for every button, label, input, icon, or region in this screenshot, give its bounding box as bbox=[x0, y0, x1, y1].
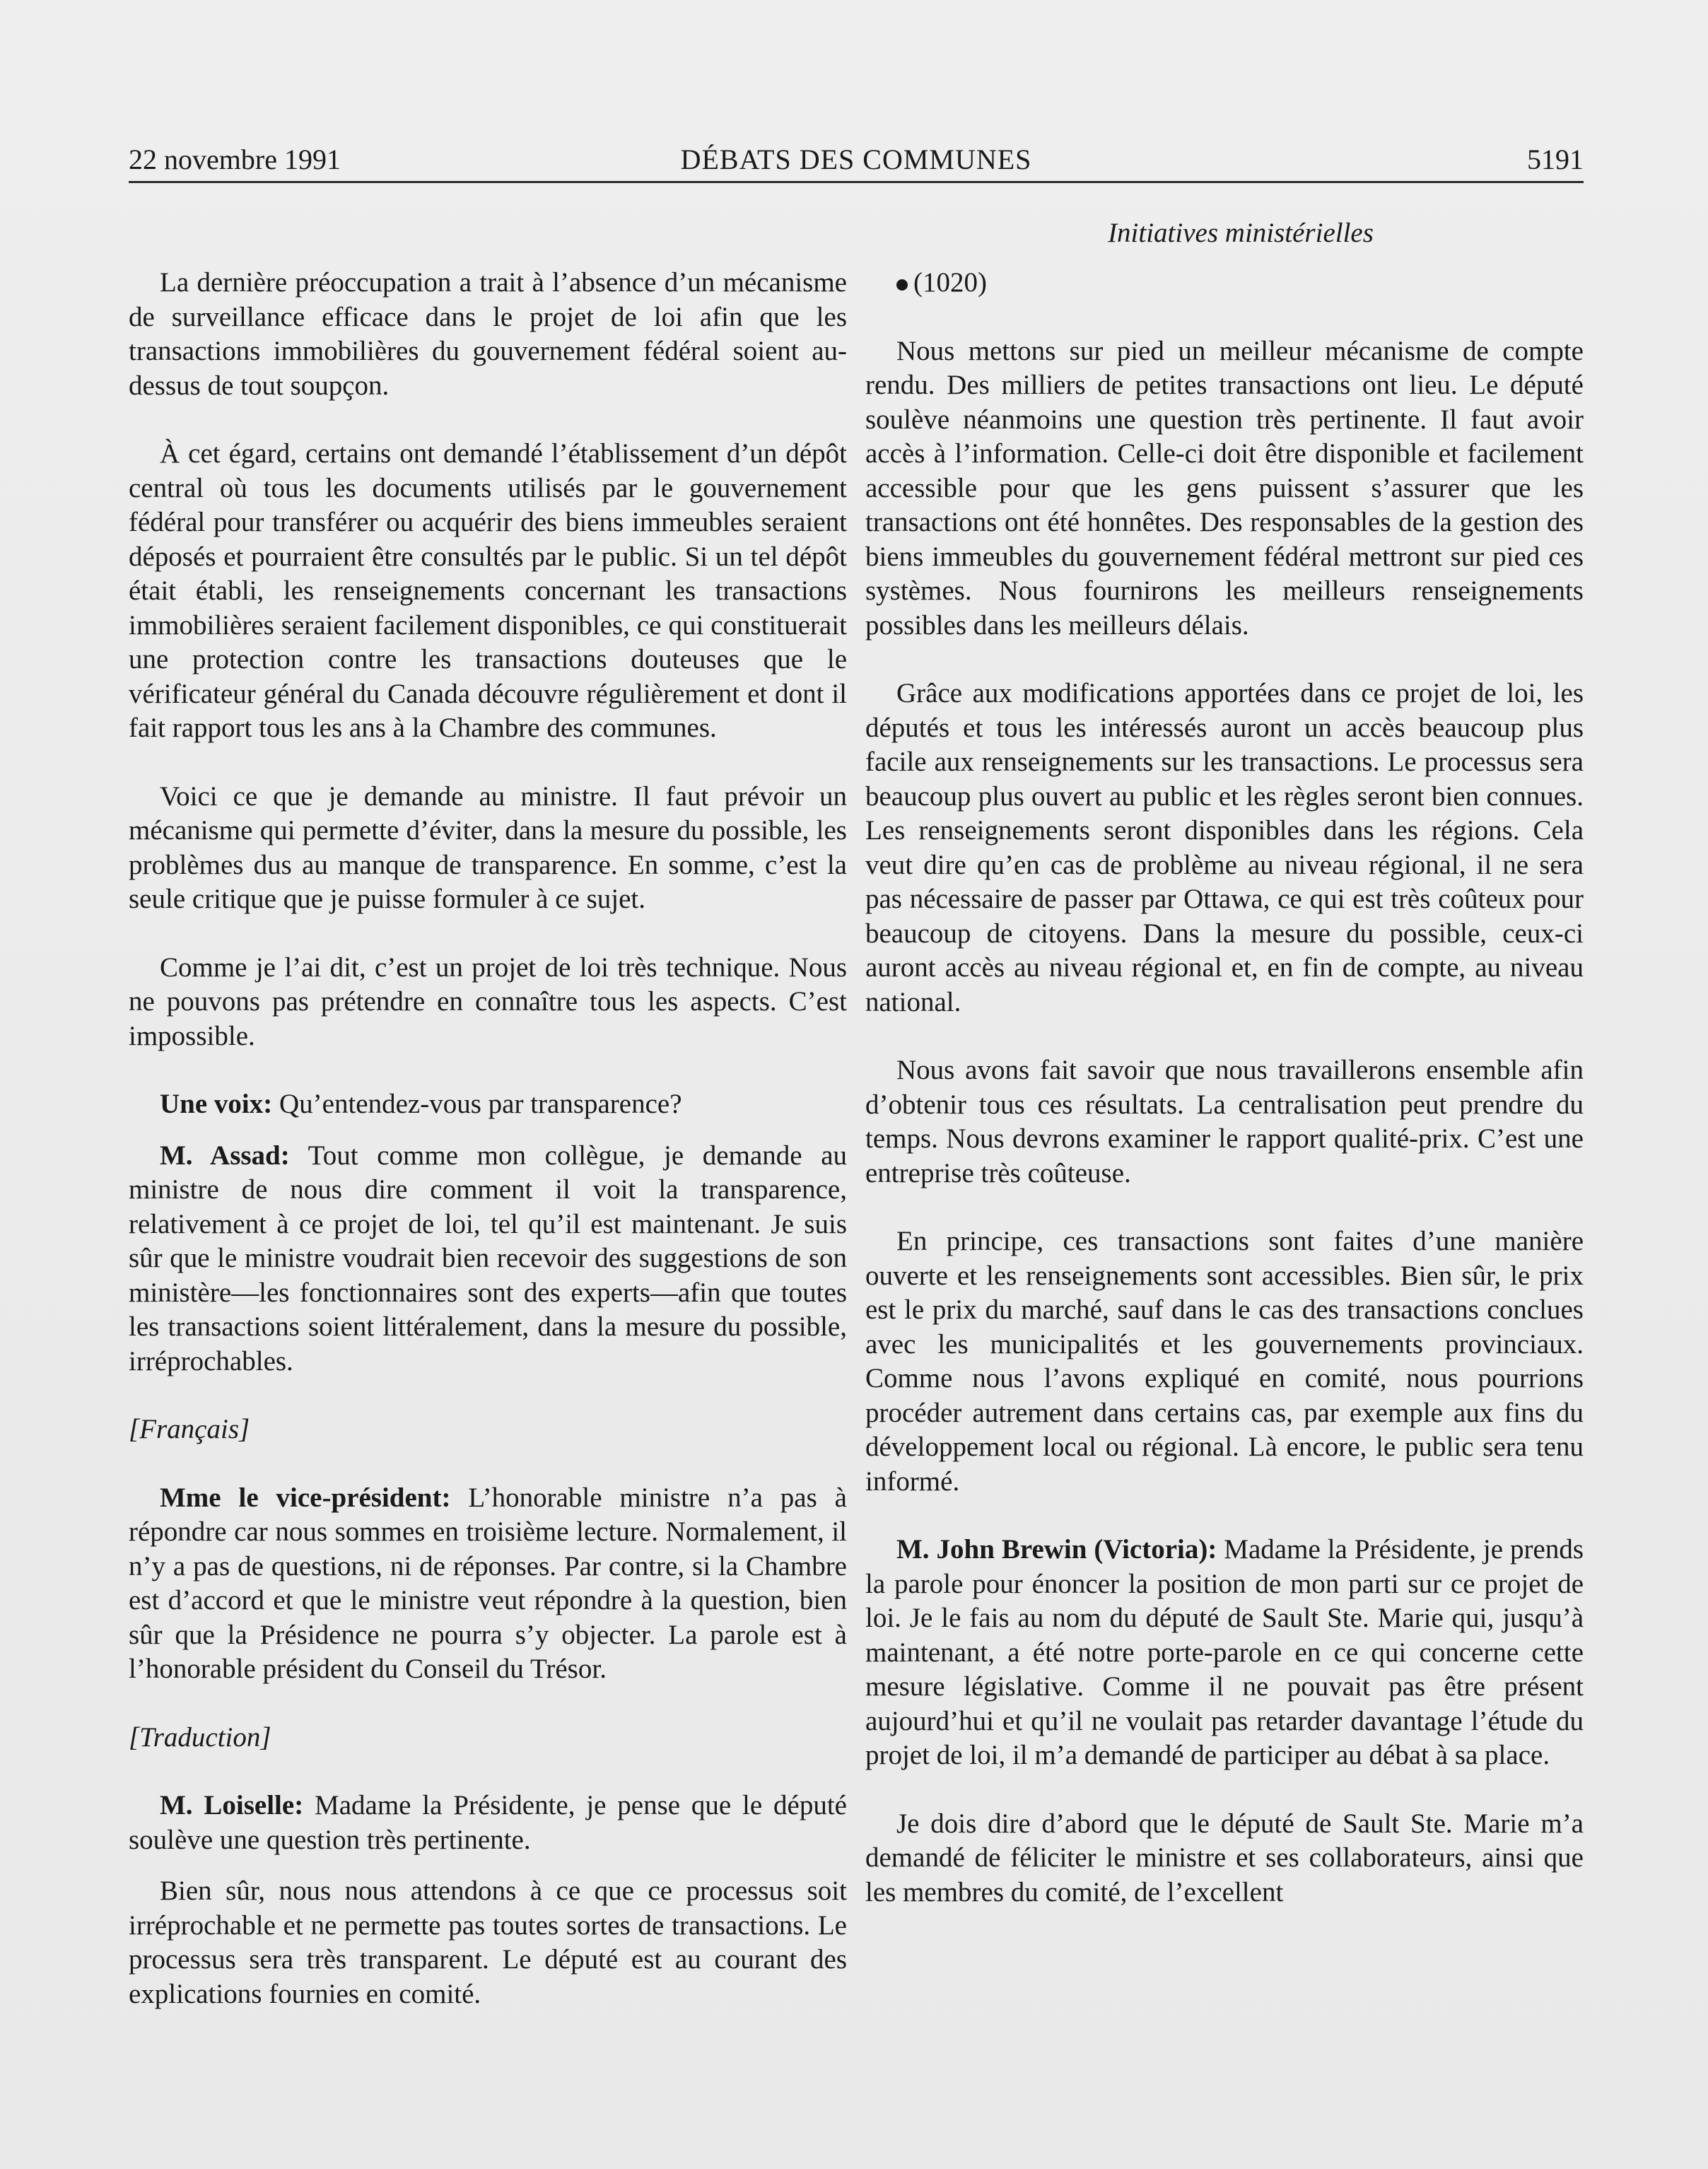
speaker-name: Mme le vice-président: bbox=[160, 1482, 451, 1513]
timestamp bbox=[865, 266, 1584, 300]
speech-paragraph bbox=[129, 1139, 847, 1379]
paragraph: Nous avons fait savoir que nous travaillerons ensemble afin d’obtenir tous ces résultats. La centralisation peut prendre du temps. Nous devrons examiner le rapport qualité-prix. C’est une entreprise très coûteuse. bbox=[865, 1055, 1584, 1188]
speaker-name: Une voix: bbox=[160, 1089, 273, 1119]
speech-text: Madame la Présidente, je prends la parole pour énoncer la position de mon parti sur ce projet de loi. Je le fais au nom du député de Sault Ste. Marie qui, jusqu’à maintenant, a été notre porte-parole en ce qui concerne cette mesure législative. Comme il ne pouvait pas être présent aujourd’hui et qu’il ne voulait pas retarder davantage l’étude du projet de loi, il m’a demandé de participer au débat à sa place. bbox=[865, 1534, 1584, 1770]
speech-paragraph bbox=[129, 1789, 847, 1857]
language-marker: [Traduction] bbox=[129, 1721, 271, 1753]
speaker-name: M. Assad: bbox=[160, 1140, 290, 1171]
header-rule bbox=[129, 181, 1584, 183]
speech-paragraph bbox=[129, 1481, 847, 1687]
paragraph: À cet égard, certains ont demandé l’établissement d’un dépôt central où tous les documents utilisés par le gouvernement fédéral pour transférer ou acquérir des biens immeubles seraient déposés et pourraient être consultés par le public. Si un tel dépôt était établi, les renseignements concernant les transactions immobilières seraient facilement disponibles, ce qui constituerait une protection contre les transactions douteuses que le vérificateur général du Canada découvre régulièrement et dont il fait rapport tous les ans à la Chambre des communes. bbox=[129, 438, 847, 743]
page-number: 5191 bbox=[1527, 144, 1584, 175]
paragraph: Grâce aux modifications apportées dans ce projet de loi, les députés et tous les intéressés auront un accès beaucoup plus facile aux renseignements sur les transactions. Le processus sera beaucoup plus ouvert au public et les règles seront bien connues. Les renseignements seront disponibles dans les régions. Cela veut dire qu’en cas de problème au niveau régional, il ne sera pas nécessaire de passer par Ottawa, ce qui est très coûteux pour beaucoup de citoyens. Dans la mesure du possible, ceux-ci auront accès au niveau régional et, en fin de compte, au niveau national. bbox=[865, 678, 1584, 1017]
paragraph: Bien sûr, nous nous attendons à ce que ce processus soit irréprochable et ne permette pas toutes sortes de transactions. Le processus sera très transparent. Le député est au courant des explications fournies en comité. bbox=[129, 1876, 847, 2009]
paragraph: Voici ce que je demande au ministre. Il faut prévoir un mécanisme qui permette d’éviter, dans la mesure du possible, les problèmes dus au manque de transparence. En somme, c’est la seule critique que je puisse formuler à ce sujet. bbox=[129, 781, 847, 914]
paragraph: Nous mettons sur pied un meilleur mécanisme de compte rendu. Des milliers de petites transactions ont lieu. Le député soulève néanmoins une question très pertinente. Il faut avoir accès à l’information. Celle-ci doit être disponible et facilement accessible pour que les gens puissent s’assurer que les transactions ont été honnêtes. Des responsables de la gestion des biens immeubles du gouvernement fédéral mettront sur pied ces systèmes. Nous fournirons les meilleurs renseignements possibles dans les meilleurs délais. bbox=[865, 335, 1584, 641]
paragraph: Je dois dire d’abord que le député de Sault Ste. Marie m’a demandé de féliciter le ministre et ses collaborateurs, ainsi que les membres du comité, de l’excellent bbox=[865, 1808, 1584, 1907]
right-column bbox=[865, 266, 1584, 1943]
left-column bbox=[129, 266, 847, 2045]
speech-text: Madame la Présidente, je pense que le député soulève une question très pertinente. bbox=[129, 1790, 847, 1855]
speech-text: L’honorable ministre n’a pas à répondre car nous sommes en troisième lecture. Normalement, il n’y a pas de questions, ni de réponses. Par contre, si la Chambre est d’accord et que le ministre veut répondre à la question, bien sûr que la Présidence ne pourra s’y objecter. La parole est à l’honorable président du Conseil du Trésor. bbox=[129, 1482, 847, 1684]
speaker-name: M. John Brewin (Victoria): bbox=[896, 1534, 1217, 1565]
paragraph: La dernière préoccupation a trait à l’absence d’un mécanisme de surveillance efficace dans le projet de loi afin que les transactions immobilières du gouvernement fédéral soient au-dessus de tout soupçon. bbox=[129, 267, 847, 401]
paragraph: Comme je l’ai dit, c’est un projet de loi très technique. Nous ne pouvons pas prétendre en connaître tous les aspects. C’est impossible. bbox=[129, 952, 847, 1051]
header-date: 22 novembre 1991 bbox=[129, 144, 341, 175]
header-title: DÉBATS DES COMMUNES bbox=[680, 144, 1032, 175]
speech-text: Qu’entendez-vous par transparence? bbox=[272, 1089, 682, 1119]
paragraph: En principe, ces transactions sont faites d’une manière ouverte et les renseignements sont accessibles. Bien sûr, le prix est le prix du marché, sauf dans le cas des transactions conclues avec les municipalités et les gouvernements provinciaux. Comme nous l’avons expliqué en comité, nous pourrions procéder autrement dans certains cas, par exemple aux fins du développement local ou régional. Là encore, le public sera tenu informé. bbox=[865, 1226, 1584, 1497]
speaker-name: M. Loiselle: bbox=[160, 1790, 304, 1820]
speech-paragraph bbox=[865, 1533, 1584, 1773]
page-header bbox=[129, 139, 1584, 181]
running-head: Initiatives ministérielles bbox=[1108, 218, 1374, 248]
language-marker: [Français] bbox=[129, 1414, 250, 1444]
timestamp-text: (1020) bbox=[913, 267, 987, 298]
bullet-icon bbox=[896, 279, 908, 291]
speech-text: Tout comme mon collègue, je demande au ministre de nous dire comment il voit la transparence, relativement à ce projet de loi, tel qu’il est maintenant. Je suis sûr que le ministre voudrait bien recevoir des suggestions de son ministère—les fonctionnaires sont des experts—afin que toutes les transactions soient littéralement, dans la mesure du possible, irréprochables. bbox=[129, 1140, 847, 1376]
speech-paragraph bbox=[129, 1087, 847, 1122]
